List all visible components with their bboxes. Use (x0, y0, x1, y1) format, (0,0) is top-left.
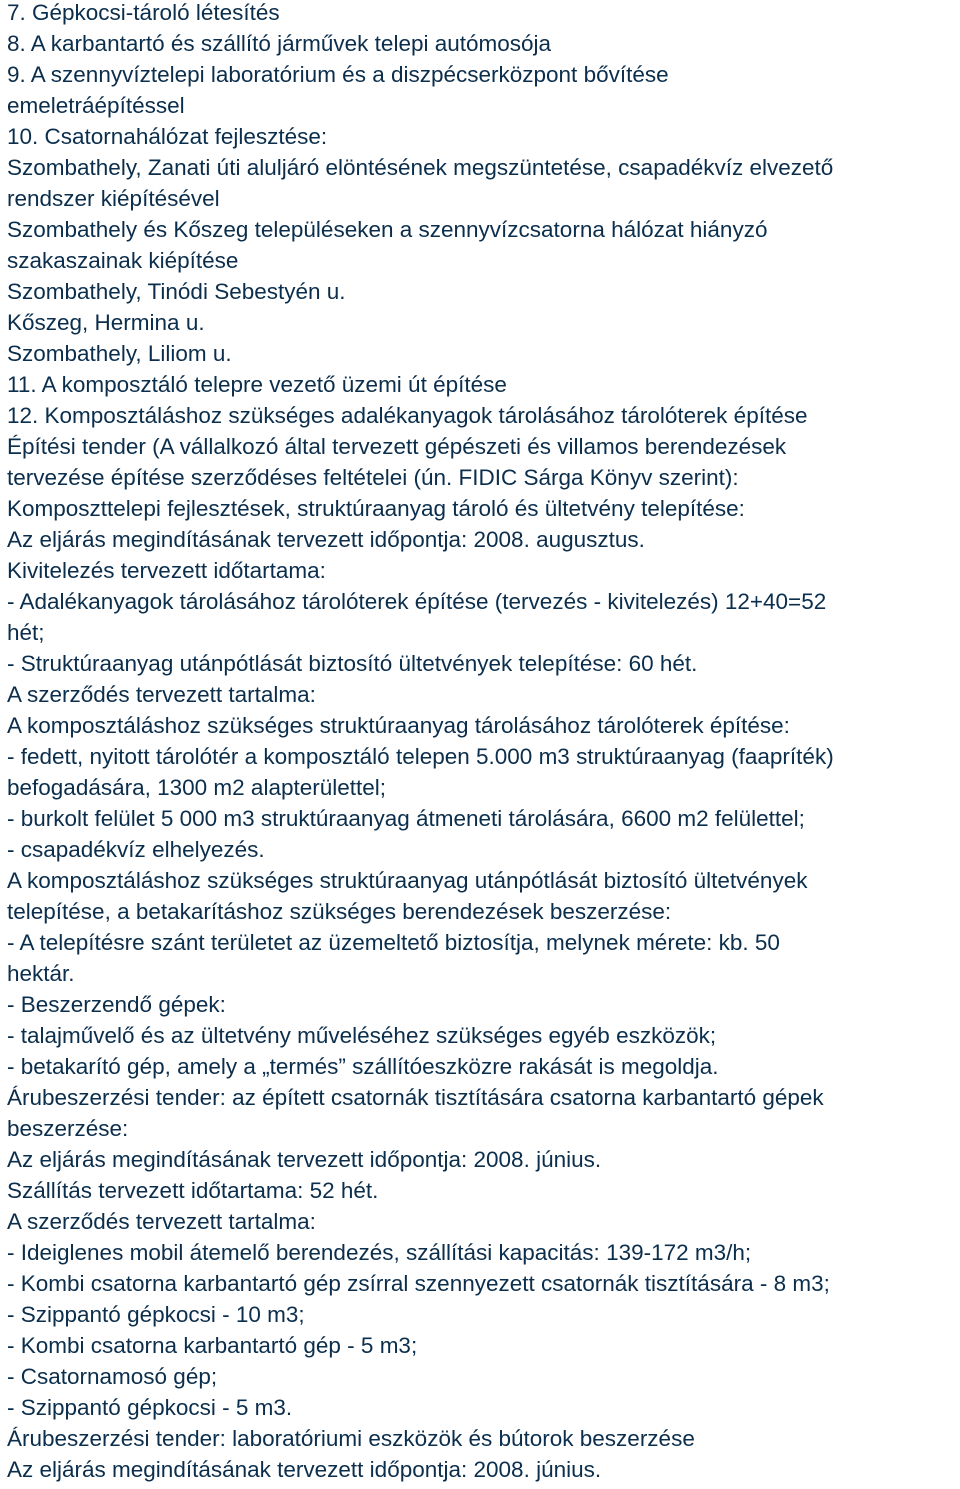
text-line: - Szippantó gépkocsi - 5 m3. (7, 1395, 293, 1420)
text-line: A komposztáláshoz szükséges struktúraanyag utánpótlását biztosító ültetvények (7, 868, 808, 893)
text-line: Kőszeg, Hermina u. (7, 310, 205, 335)
text-line: befogadására, 1300 m2 alapterülettel; (7, 775, 387, 800)
text-line: 11. A komposztáló telepre vezető üzemi út építése (7, 372, 507, 397)
text-line: emeletráépítéssel (7, 93, 185, 118)
text-line: Szállítás tervezett időtartama: 52 hét. (7, 1178, 379, 1203)
document-body (7, 0, 957, 1485)
text-line: - Adalékanyagok tárolásához tárolóterek építése (tervezés - kivitelezés) 12+40=52 (7, 589, 827, 614)
text-line: Az eljárás megindításának tervezett időpontja: 2008. augusztus. (7, 527, 645, 552)
text-line: Építési tender (A vállalkozó által tervezett gépészeti és villamos berendezések (7, 434, 787, 459)
text-line: Az eljárás megindításának tervezett időpontja: 2008. június. (7, 1147, 602, 1172)
text-line: szakaszainak kiépítése (7, 248, 239, 273)
text-line: Szombathely és Kőszeg településeken a szennyvízcsatorna hálózat hiányzó (7, 217, 768, 242)
text-line: - Beszerzendő gépek: (7, 992, 226, 1017)
text-line: A szerződés tervezett tartalma: (7, 1209, 316, 1234)
text-line: - fedett, nyitott tárolótér a komposztáló telepen 5.000 m3 struktúraanyag (faapríték) (7, 744, 834, 769)
text-line: - talajművelő és az ültetvény műveléséhez szükséges egyéb eszközök; (7, 1023, 717, 1048)
text-line: - Kombi csatorna karbantartó gép zsírral szennyezett csatornák tisztítására - 8 m3; (7, 1271, 830, 1296)
text-line: - burkolt felület 5 000 m3 struktúraanyag átmeneti tárolására, 6600 m2 felülettel; (7, 806, 805, 831)
text-line: hektár. (7, 961, 75, 986)
text-line: 10. Csatornahálózat fejlesztése: (7, 124, 328, 149)
text-line: - Csatornamosó gép; (7, 1364, 218, 1389)
text-line: Komposzttelepi fejlesztések, struktúraanyag tároló és ültetvény telepítése: (7, 496, 745, 521)
text-line: Az eljárás megindításának tervezett időpontja: 2008. június. (7, 1457, 602, 1482)
text-line: beszerzése: (7, 1116, 129, 1141)
text-line: Szombathely, Tinódi Sebestyén u. (7, 279, 346, 304)
text-line: - Struktúraanyag utánpótlását biztosító ültetvények telepítése: 60 hét. (7, 651, 698, 676)
text-line: - betakarító gép, amely a „termés” szállítóeszközre rakását is megoldja. (7, 1054, 719, 1079)
text-line: Árubeszerzési tender: az épített csatornák tisztítására csatorna karbantartó gépek (7, 1085, 824, 1110)
text-line: tervezése építése szerződéses feltételei (ún. FIDIC Sárga Könyv szerint): (7, 465, 739, 490)
text-line: Kivitelezés tervezett időtartama: (7, 558, 326, 583)
text-line: Szombathely, Zanati úti aluljáró elöntésének megszüntetése, csapadékvíz elvezető (7, 155, 834, 180)
text-line: Szombathely, Liliom u. (7, 341, 232, 366)
text-line: rendszer kiépítésével (7, 186, 220, 211)
text-line: - Ideiglenes mobil átemelő berendezés, szállítási kapacitás: 139-172 m3/h; (7, 1240, 752, 1265)
text-line: 7. Gépkocsi-tároló létesítés (7, 0, 280, 25)
text-line: 9. A szennyvíztelepi laboratórium és a diszpécserközpont bővítése (7, 62, 669, 87)
text-line: hét; (7, 620, 45, 645)
text-line: - A telepítésre szánt területet az üzemeltető biztosítja, melynek mérete: kb. 50 (7, 930, 780, 955)
text-line: 12. Komposztáláshoz szükséges adalékanyagok tárolásához tárolóterek építése (7, 403, 808, 428)
text-line: - csapadékvíz elhelyezés. (7, 837, 265, 862)
text-line: A komposztáláshoz szükséges struktúraanyag tárolásához tárolóterek építése: (7, 713, 790, 738)
text-line: - Szippantó gépkocsi - 10 m3; (7, 1302, 305, 1327)
text-line: - Kombi csatorna karbantartó gép - 5 m3; (7, 1333, 418, 1358)
text-line: A szerződés tervezett tartalma: (7, 682, 316, 707)
text-line: Árubeszerzési tender: laboratóriumi eszközök és bútorok beszerzése (7, 1426, 695, 1451)
text-line: telepítése, a betakarításhoz szükséges berendezések beszerzése: (7, 899, 672, 924)
text-line: 8. A karbantartó és szállító járművek telepi autómosója (7, 31, 552, 56)
